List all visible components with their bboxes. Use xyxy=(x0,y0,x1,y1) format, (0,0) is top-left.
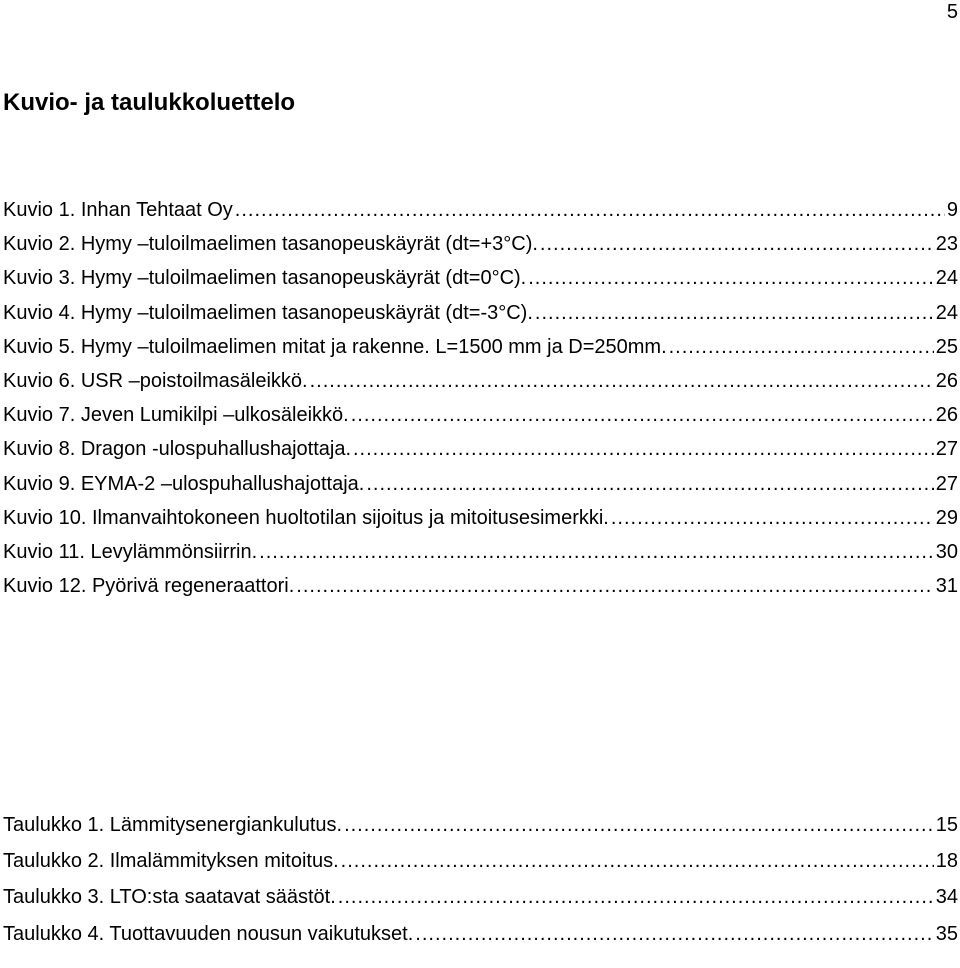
dot-leader xyxy=(259,537,934,567)
figure-page: 30 xyxy=(935,540,958,563)
figure-list xyxy=(3,195,958,605)
table-entry-2[interactable] xyxy=(3,846,958,882)
figure-label: Kuvio 3. Hymy –tuloilmaelimen tasanopeuskäyrät (dt=0°C). xyxy=(3,267,527,290)
figure-page: 27 xyxy=(935,438,958,461)
figure-label: Kuvio 5. Hymy –tuloilmaelimen mitat ja rakenne. L=1500 mm ja D=250mm. xyxy=(3,335,667,358)
figure-entry-9[interactable] xyxy=(3,469,958,503)
dot-leader xyxy=(310,366,934,396)
figure-page: 31 xyxy=(935,575,958,598)
figure-page: 26 xyxy=(935,404,958,427)
figure-page: 25 xyxy=(935,335,958,358)
dot-leader xyxy=(353,434,934,464)
figure-entry-4[interactable] xyxy=(3,298,958,332)
table-label: Taulukko 1. Lämmitysenergiankulutus. xyxy=(3,814,343,836)
figure-entry-11[interactable] xyxy=(3,537,958,571)
dot-leader xyxy=(366,469,933,499)
table-label: Taulukko 2. Ilmalämmityksen mitoitus. xyxy=(3,850,339,873)
figure-label: Kuvio 7. Jeven Lumikilpi –ulkosäleikkö. xyxy=(3,404,349,427)
figure-entry-2[interactable] xyxy=(3,229,958,263)
figure-label: Kuvio 6. USR –poistoilmasäleikkö. xyxy=(3,369,308,392)
dot-leader xyxy=(669,332,934,362)
table-entry-3[interactable] xyxy=(3,882,958,918)
page-number: 5 xyxy=(946,1,958,23)
table-page: 18 xyxy=(935,850,958,873)
table-label: Taulukko 4. Tuottavuuden nousun vaikutukset. xyxy=(3,922,414,945)
table-page: 34 xyxy=(935,886,958,909)
table-page: 15 xyxy=(935,814,958,836)
table-entry-4[interactable] xyxy=(3,919,958,955)
figure-page: 24 xyxy=(935,267,958,290)
figure-page: 26 xyxy=(935,369,958,392)
figure-label: Kuvio 11. Levylämmönsiirrin. xyxy=(3,540,258,563)
figure-entry-10[interactable] xyxy=(3,503,958,537)
figure-page: 24 xyxy=(935,301,958,324)
table-label: Taulukko 3. LTO:sta saatavat säästöt. xyxy=(3,886,336,909)
figure-page: 29 xyxy=(935,506,958,529)
figure-label: Kuvio 8. Dragon -ulospuhallushajottaja. xyxy=(3,438,351,461)
dot-leader xyxy=(338,882,934,912)
figure-entry-1[interactable] xyxy=(3,195,958,229)
figure-page: 27 xyxy=(935,472,958,495)
figure-label: Kuvio 12. Pyörivä regeneraattori. xyxy=(3,575,295,598)
dot-leader xyxy=(351,400,934,430)
figure-entry-8[interactable] xyxy=(3,434,958,468)
figure-label: Kuvio 4. Hymy –tuloilmaelimen tasanopeuskäyrät (dt=-3°C). xyxy=(3,301,533,324)
dot-leader xyxy=(344,810,934,840)
page-title: Kuvio- ja taulukkoluettelo xyxy=(3,89,296,116)
figure-label: Kuvio 9. EYMA-2 –ulospuhallushajottaja. xyxy=(3,472,365,495)
figure-page: 23 xyxy=(935,233,958,256)
figure-entry-7[interactable] xyxy=(3,400,958,434)
figure-label: Kuvio 2. Hymy –tuloilmaelimen tasanopeuskäyrät (dt=+3°C). xyxy=(3,233,538,256)
table-entry-1[interactable] xyxy=(3,810,958,846)
table-page: 35 xyxy=(935,922,958,945)
dot-leader xyxy=(540,229,934,259)
figure-entry-3[interactable] xyxy=(3,263,958,297)
figure-entry-12[interactable] xyxy=(3,571,958,605)
dot-leader xyxy=(611,503,934,533)
dot-leader xyxy=(535,298,934,328)
figure-entry-6[interactable] xyxy=(3,366,958,400)
figure-page: 9 xyxy=(946,199,958,221)
dot-leader xyxy=(235,195,945,225)
figure-entry-5[interactable] xyxy=(3,332,958,366)
table-list xyxy=(3,810,958,955)
dot-leader xyxy=(341,846,934,876)
dot-leader xyxy=(296,571,933,601)
dot-leader xyxy=(528,263,934,293)
dot-leader xyxy=(415,919,933,949)
figure-label: Kuvio 1. Inhan Tehtaat Oy xyxy=(3,199,233,221)
figure-label: Kuvio 10. Ilmanvaihtokoneen huoltotilan sijoitus ja mitoitusesimerkki. xyxy=(3,506,609,529)
